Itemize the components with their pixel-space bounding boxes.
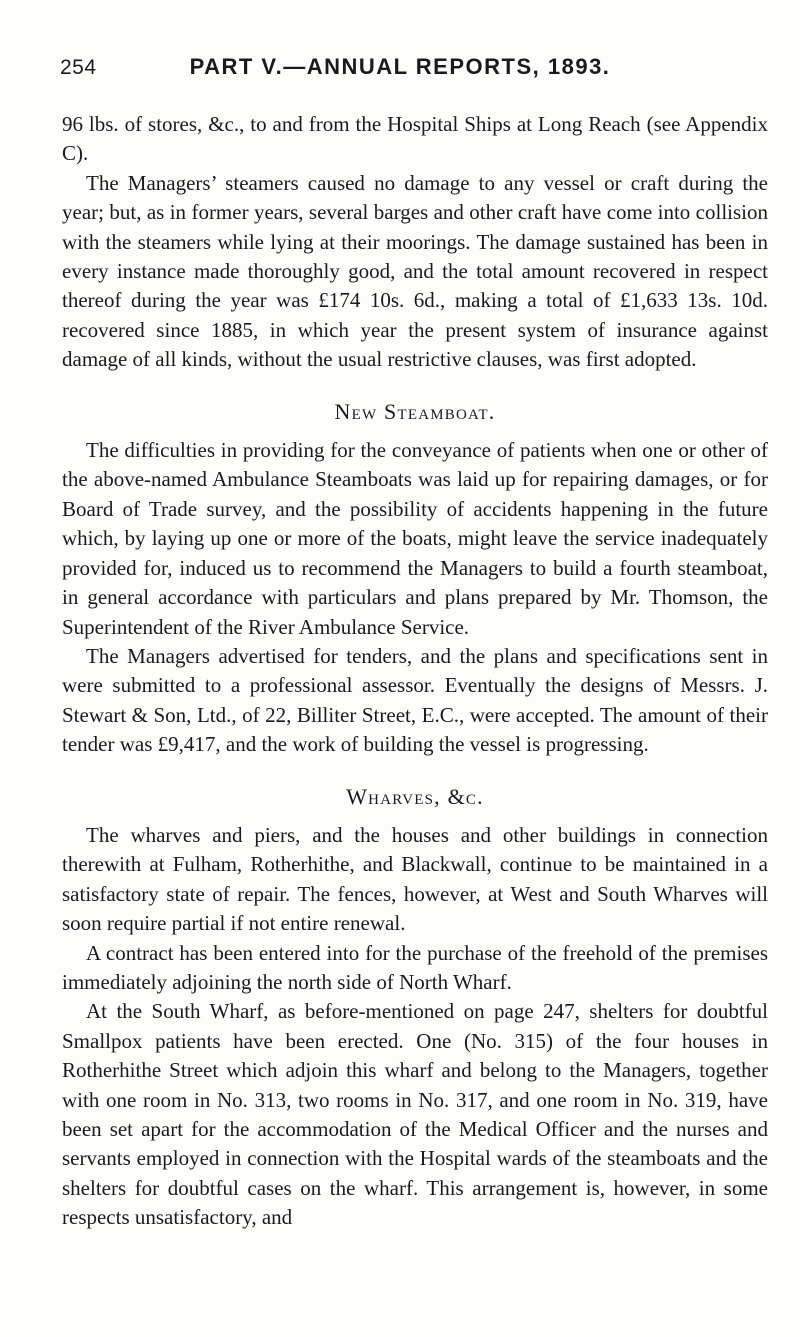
- page-header: [0, 50, 800, 90]
- paragraph: The wharves and piers, and the houses and other buildings in connection therewith at Fulham, Rotherhithe, and Blackwall, continue to be maintained in a satisfactory state of repair. The fences, however, at West and South Wharves will soon require partial if not entire renewal.: [62, 822, 768, 936]
- paragraph: The Managers’ steamers caused no damage to any vessel or craft during the year; but, as in former years, several barges and other craft have come into collision with the steamers while lying at their moorings. The damage sustained has been in every instance made thoroughly good, and the total amount recovered in respect thereof during the year was £174 10s. 6d., making a total of £1,633 13s. 10d. recovered since 1885, in which year the present system of insurance against damage of all kinds, without the usual restrictive clauses, was first adopted.: [62, 170, 768, 372]
- paragraph: The Managers advertised for tenders, and the plans and specifications sent in were submitted to a professional assessor. Eventually the designs of Messrs. J. Stewart & Son, Ltd., of 22, Billiter Street, E.C., were accepted. The amount of their tender was £9,417, and the work of building the vessel is progressing.: [62, 643, 768, 757]
- paragraph: At the South Wharf, as before-mentioned on page 247, shelters for doubtful Smallpox patients have been erected. One (No. 315) of the four houses in Rotherhithe Street which adjoin this wharf and belong to the Managers, together with one room in No. 313, two rooms in No. 317, and one room in No. 319, have been set apart for the accommodation of the Medical Officer and the nurses and servants employed in connection with the Hospital wards of the steamboats and the shelters for doubtful cases on the wharf. This arrangement is, however, in some respects unsatisfactory, and: [62, 999, 768, 1230]
- paragraph: The difficulties in providing for the conveyance of patients when one or other of the above-named Ambulance Steamboats was laid up for repairing damages, or for Board of Trade survey, and the possibility of accidents happening in the future which, by laying up one or more of the boats, might leave the service inadequately provided for, induced us to recommend the Managers to build a fourth steamboat, in general accordance with particulars and plans prepared by Mr. Thomson, the Superintendent of the River Ambulance Service.: [62, 438, 768, 639]
- section-heading-new-steamboat: New Steamboat.: [334, 398, 496, 424]
- paragraph: A contract has been entered into for the purchase of the freehold of the premises immediately adjoining the north side of North Wharf.: [62, 940, 768, 994]
- running-title: PART V.—ANNUAL REPORTS, 1893.: [189, 54, 611, 79]
- page-number: 254: [60, 56, 97, 79]
- section-heading-wharves: Wharves, &c.: [346, 783, 484, 809]
- paragraph: 96 lbs. of stores, &c., to and from the Hospital Ships at Long Reach (see Appendix C).: [62, 112, 768, 166]
- body-text: [62, 110, 768, 1233]
